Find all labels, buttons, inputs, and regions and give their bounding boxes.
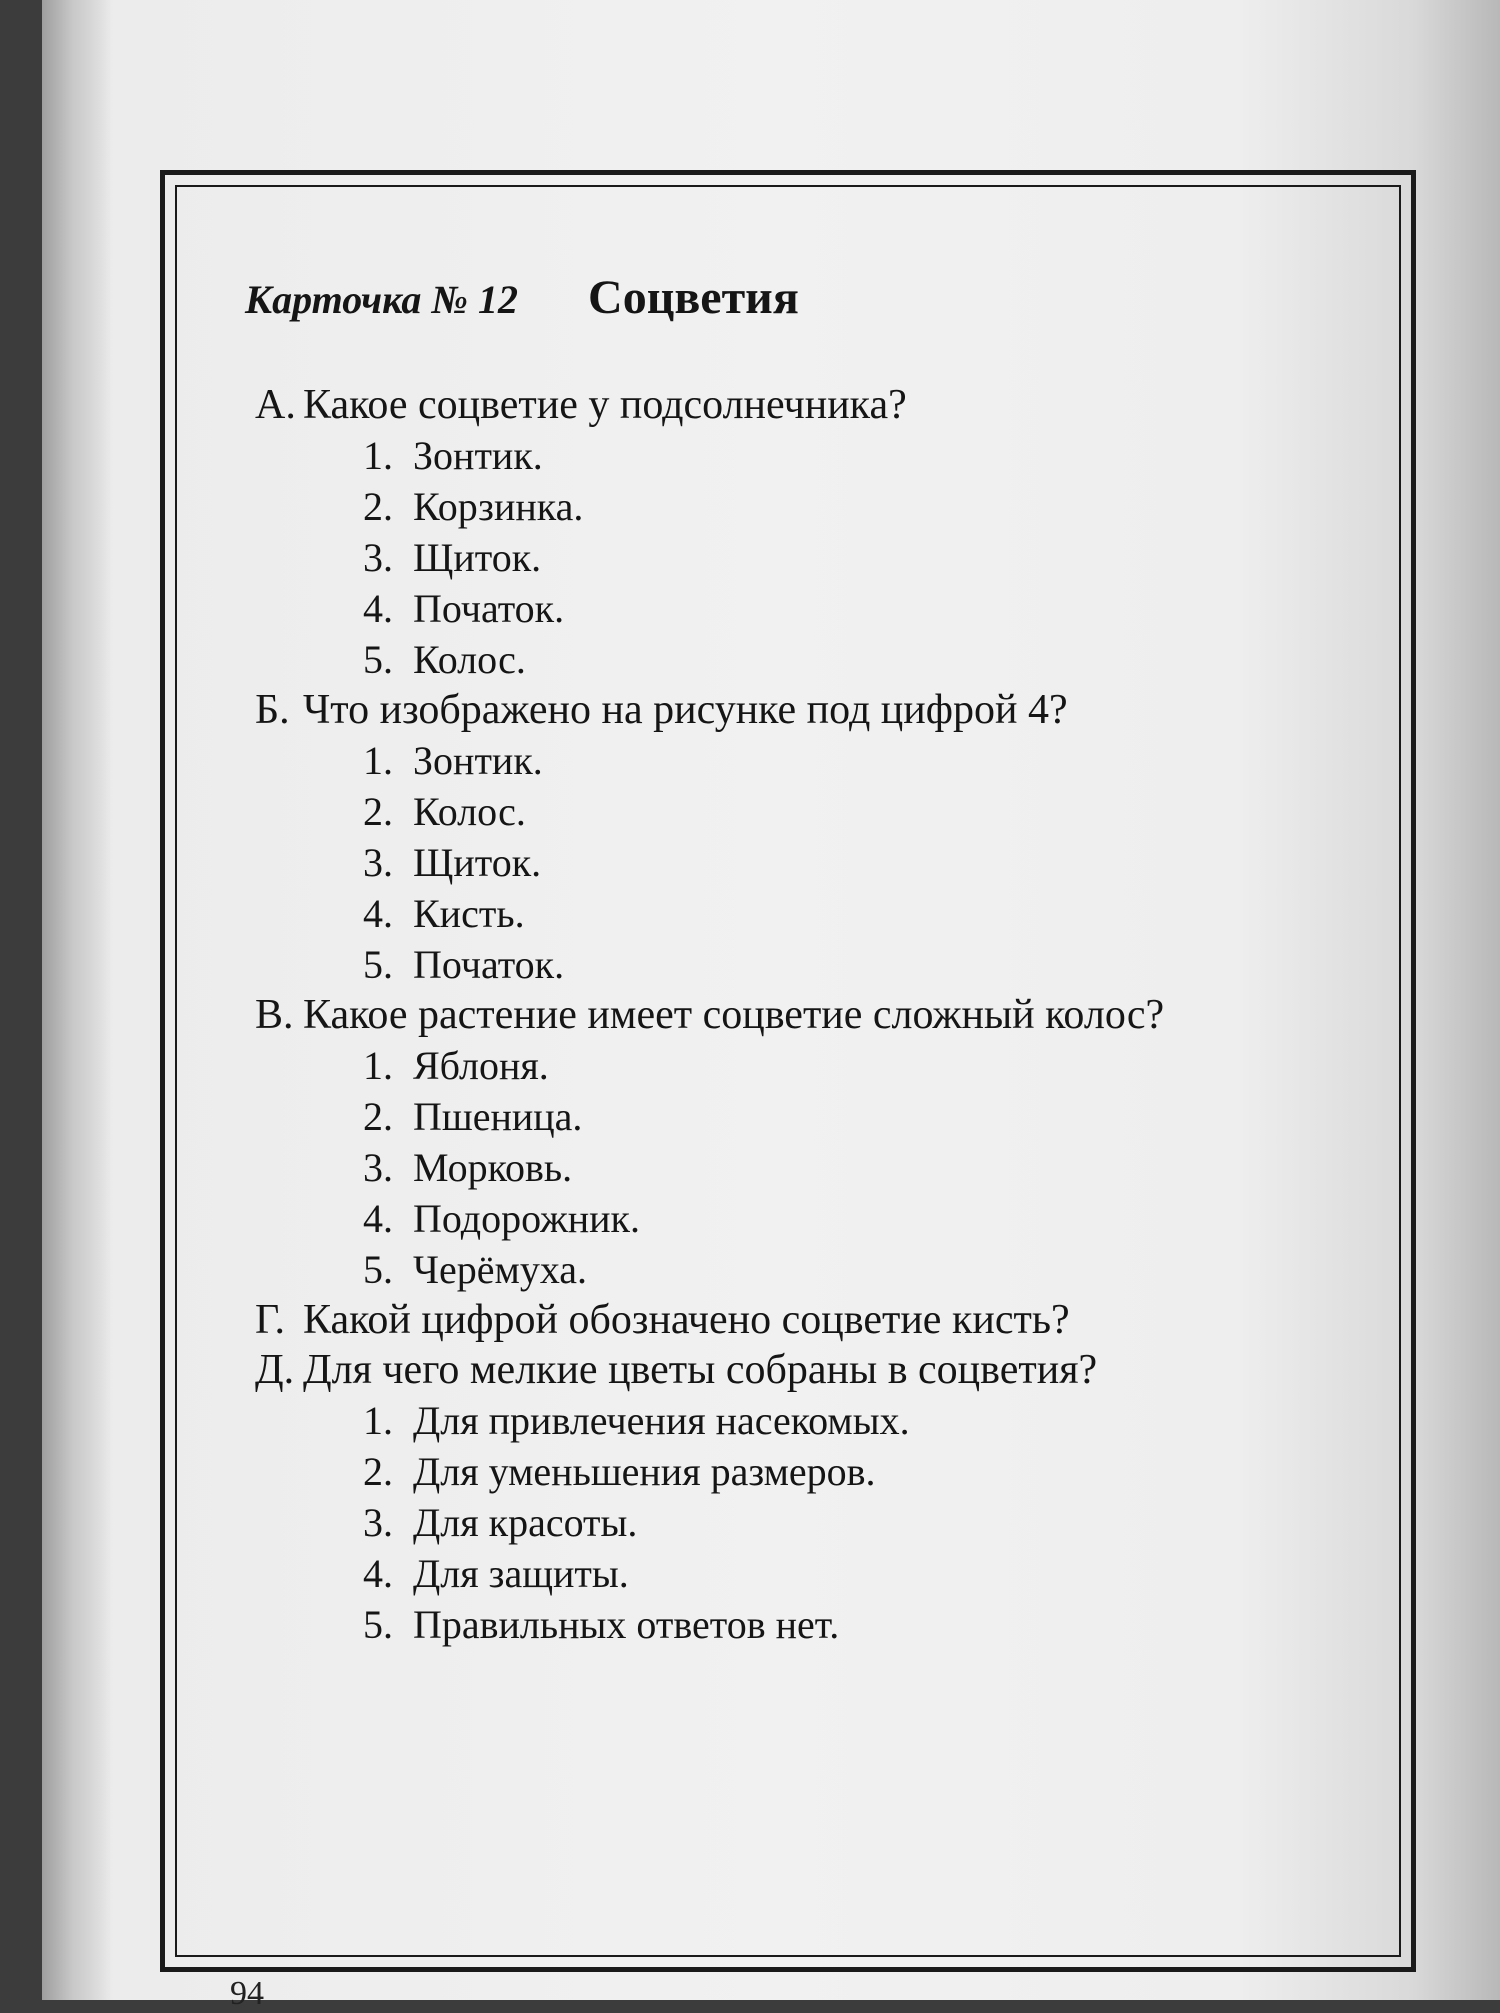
card-header bbox=[245, 270, 799, 325]
option-text: Зонтик. bbox=[413, 738, 543, 783]
question-letter: В. bbox=[255, 992, 294, 1038]
question bbox=[255, 1295, 1255, 1345]
option-text: Пшеница. bbox=[413, 1094, 583, 1139]
question-text: Какое растение имеет соцветие сложный колос? bbox=[303, 992, 1165, 1038]
answer-option bbox=[363, 1193, 1255, 1244]
card-number: Карточка № 12 bbox=[245, 277, 519, 322]
answer-option bbox=[363, 1244, 1255, 1295]
option-number: 3. bbox=[363, 840, 393, 885]
option-text: Колос. bbox=[413, 637, 526, 682]
option-text: Подорожник. bbox=[413, 1196, 640, 1241]
answer-option bbox=[363, 1599, 1255, 1650]
question bbox=[255, 990, 1255, 1040]
page-number: 94 bbox=[230, 1975, 264, 2012]
option-number: 1. bbox=[363, 1398, 393, 1443]
option-text: Правильных ответов нет. bbox=[413, 1602, 840, 1647]
option-text: Початок. bbox=[413, 942, 565, 987]
option-text: Зонтик. bbox=[413, 433, 543, 478]
question-text: Что изображено на рисунке под цифрой 4? bbox=[303, 687, 1068, 733]
answer-options bbox=[255, 735, 1255, 990]
question bbox=[255, 685, 1255, 735]
answer-option bbox=[363, 430, 1255, 481]
option-text: Яблоня. bbox=[413, 1043, 549, 1088]
answer-option bbox=[363, 1142, 1255, 1193]
option-text: Для защиты. bbox=[413, 1551, 629, 1596]
answer-option bbox=[363, 786, 1255, 837]
question-block bbox=[255, 685, 1255, 990]
answer-options bbox=[255, 1395, 1255, 1650]
answer-option bbox=[363, 583, 1255, 634]
option-number: 2. bbox=[363, 1094, 393, 1139]
option-text: Корзинка. bbox=[413, 484, 584, 529]
answer-option bbox=[363, 532, 1255, 583]
option-text: Колос. bbox=[413, 789, 526, 834]
option-text: Черёмуха. bbox=[413, 1247, 588, 1292]
option-number: 5. bbox=[363, 1602, 393, 1647]
question bbox=[255, 380, 1255, 430]
option-number: 3. bbox=[363, 535, 393, 580]
questions-list bbox=[255, 380, 1255, 1650]
question-block bbox=[255, 990, 1255, 1295]
option-number: 4. bbox=[363, 1551, 393, 1596]
question-text: Для чего мелкие цветы собраны в соцветия? bbox=[303, 1347, 1098, 1393]
answer-option bbox=[363, 735, 1255, 786]
option-number: 1. bbox=[363, 1043, 393, 1088]
option-number: 1. bbox=[363, 738, 393, 783]
option-number: 2. bbox=[363, 484, 393, 529]
answer-option bbox=[363, 1548, 1255, 1599]
option-number: 2. bbox=[363, 1449, 393, 1494]
option-text: Морковь. bbox=[413, 1145, 573, 1190]
question-letter: Б. bbox=[255, 687, 290, 733]
card-title: Соцветия bbox=[588, 271, 799, 324]
answer-option bbox=[363, 634, 1255, 685]
option-text: Щиток. bbox=[413, 840, 542, 885]
option-text: Для красоты. bbox=[413, 1500, 638, 1545]
question-letter: Д. bbox=[255, 1347, 295, 1393]
option-text: Для привлечения насекомых. bbox=[413, 1398, 910, 1443]
option-number: 4. bbox=[363, 586, 393, 631]
question-block bbox=[255, 380, 1255, 685]
option-number: 2. bbox=[363, 789, 393, 834]
answer-option bbox=[363, 1446, 1255, 1497]
answer-option bbox=[363, 1497, 1255, 1548]
answer-option bbox=[363, 481, 1255, 532]
answer-option bbox=[363, 939, 1255, 990]
option-number: 5. bbox=[363, 1247, 393, 1292]
question-block bbox=[255, 1345, 1255, 1650]
answer-option bbox=[363, 1091, 1255, 1142]
question-letter: А. bbox=[255, 382, 296, 428]
answer-option bbox=[363, 837, 1255, 888]
question-text: Какое соцветие у подсолнечника? bbox=[303, 382, 907, 428]
option-text: Кисть. bbox=[413, 891, 525, 936]
question-text: Какой цифрой обозначено соцветие кисть? bbox=[303, 1297, 1070, 1343]
option-number: 3. bbox=[363, 1145, 393, 1190]
question-block bbox=[255, 1295, 1255, 1345]
answer-option bbox=[363, 1395, 1255, 1446]
option-number: 5. bbox=[363, 637, 393, 682]
answer-option bbox=[363, 1040, 1255, 1091]
option-text: Початок. bbox=[413, 586, 565, 631]
page-gutter-shadow bbox=[42, 0, 112, 2000]
option-text: Щиток. bbox=[413, 535, 542, 580]
option-number: 4. bbox=[363, 891, 393, 936]
option-number: 1. bbox=[363, 433, 393, 478]
answer-options bbox=[255, 1040, 1255, 1295]
question bbox=[255, 1345, 1255, 1395]
option-number: 4. bbox=[363, 1196, 393, 1241]
question-letter: Г. bbox=[255, 1297, 286, 1343]
answer-options bbox=[255, 430, 1255, 685]
answer-option bbox=[363, 888, 1255, 939]
option-number: 3. bbox=[363, 1500, 393, 1545]
option-text: Для уменьшения размеров. bbox=[413, 1449, 876, 1494]
option-number: 5. bbox=[363, 942, 393, 987]
